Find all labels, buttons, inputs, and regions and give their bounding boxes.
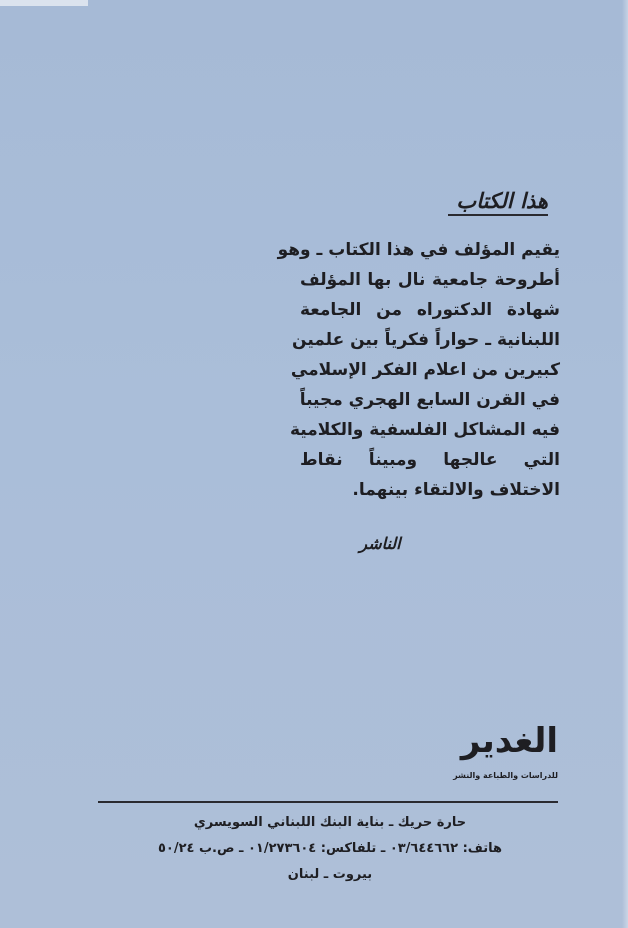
paragraph-line: شهادة الدكتوراه من الجامعة	[300, 300, 560, 320]
publisher-tagline: للدراسات والطباعة والنشر	[453, 771, 558, 780]
paragraph-line: يقيم المؤلف في هذا الكتاب ـ وهو	[277, 240, 560, 260]
paragraph-line: التي عالجها ومبيناً نقاط	[300, 450, 560, 470]
publisher-logo	[440, 718, 558, 790]
torn-corner-mark	[0, 0, 88, 6]
paragraph-line-last: الاختلاف والالتقاء بينهما.	[352, 480, 560, 500]
address-line-street: حارة حريك ـ بناية البنك اللبناني السويسري	[193, 815, 467, 830]
paragraph-line: فيه المشاكل الفلسفية والكلامية	[290, 420, 560, 440]
publisher-logo-word: الغدير	[460, 721, 558, 761]
paragraph-line: اللبنانية ـ حواراً فكرياً بين علمين	[292, 330, 560, 350]
publisher-address	[140, 810, 520, 888]
address-line-phone: هاتف: ٠٣/٦٤٤٦٦٢ ـ تلفاكس: ٠١/٢٧٣٦٠٤ ـ ص.ب ٥٠/٢٤	[157, 841, 503, 856]
paragraph-line: كبيرين من اعلام الفكر الإسلامي	[290, 360, 560, 380]
footer-divider	[98, 801, 558, 803]
publisher-signature: الناشر	[359, 534, 401, 553]
cover-edge-highlight	[622, 0, 628, 928]
paragraph-line: أطروحة جامعية نال بها المؤلف	[300, 270, 560, 290]
heading-underline	[448, 214, 548, 216]
about-book-paragraph	[277, 235, 560, 505]
section-heading: هذا الكتاب	[456, 188, 548, 213]
address-line-city: بيروت ـ لبنان	[287, 867, 373, 882]
paragraph-line: في القرن السابع الهجري مجيباً	[299, 390, 560, 410]
